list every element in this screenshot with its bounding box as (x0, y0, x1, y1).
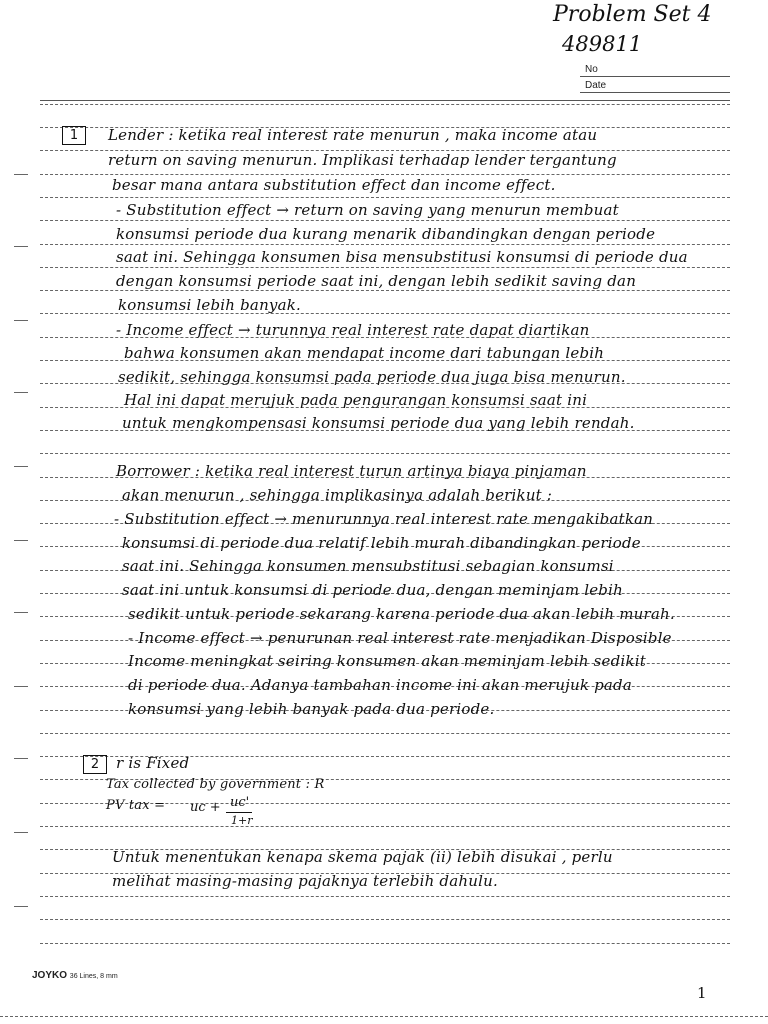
ruled-line (40, 267, 730, 268)
ruled-line (40, 733, 730, 734)
margin-tick (14, 612, 28, 613)
section-1-line: saat ini. Sehingga konsumen mensubstitusi sebagian konsumsi (122, 557, 614, 575)
pv-tax-numerator: uc' (230, 795, 250, 810)
section-1-line: Borrower : ketika real interest turun artinya biaya pinjaman (116, 462, 587, 480)
section-1-line: saat ini untuk konsumsi di periode dua, dengan meminjam lebih (122, 581, 623, 599)
section-1-line: - Substitution effect → menurunnya real interest rate mengakibatkan (114, 510, 654, 528)
section-1-line: saat ini. Sehingga konsumen bisa mensubstitusi konsumsi di periode dua (116, 248, 688, 266)
ruled-line (40, 943, 730, 944)
section-1-line: bahwa konsumen akan mendapat income dari tabungan lebih (124, 344, 605, 362)
footer-brand-line (32, 970, 118, 981)
margin-tick (14, 246, 28, 247)
student-id: 489811 (562, 32, 643, 56)
section-1-line: akan menurun , sehingga implikasinya adalah berikut : (122, 486, 553, 504)
page-number: 1 (697, 984, 707, 1002)
page-title: Problem Set 4 (553, 2, 712, 27)
ruled-line (40, 197, 730, 198)
margin-tick (14, 466, 28, 467)
page-spec: 36 Lines, 8 mm (69, 973, 118, 980)
no-label: No (585, 64, 598, 75)
pv-tax-lhs: PV tax = (106, 798, 166, 813)
ruled-line (40, 896, 730, 897)
top-rule-2 (40, 104, 730, 105)
margin-tick (14, 758, 28, 759)
section-1-line: untuk mengkompensasi konsumsi periode dua yang lebih rendah. (122, 414, 635, 432)
ruled-line (40, 290, 730, 291)
section-1-line: return on saving menurun. Implikasi terhadap lender tergantung (108, 151, 617, 169)
section-1-line: besar mana antara substitution effect dan income effect. (112, 176, 556, 194)
section-1-line: dengan konsumsi periode saat ini, dengan lebih sedikit saving dan (116, 272, 637, 290)
section-1-line: konsumsi lebih banyak. (118, 296, 302, 314)
margin-tick (14, 320, 28, 321)
date-label: Date (585, 80, 607, 91)
section-1-line: sedikit, sehingga konsumsi pada periode dua juga bisa menurun. (118, 368, 626, 386)
ruled-line (40, 826, 730, 827)
pv-tax-term1: uc + (190, 800, 221, 815)
section-1-line: - Income effect → penurunan real interest rate menjadikan Disposible (128, 629, 672, 647)
pv-tax-denominator: 1+r (231, 814, 253, 827)
ruled-line (40, 453, 730, 454)
section-1-line: konsumsi yang lebih banyak pada dua periode. (128, 700, 495, 718)
margin-tick (14, 174, 28, 175)
ruled-line (40, 919, 730, 920)
margin-tick (14, 906, 28, 907)
no-line (580, 76, 730, 77)
section-1-line: konsumsi di periode dua relatif lebih murah dibandingkan periode (122, 534, 641, 552)
tax-collected: Tax collected by government : R (106, 777, 325, 792)
section-2-line: Untuk menentukan kenapa skema pajak (ii) lebih disukai , perlu (112, 848, 613, 866)
brand-logo: JOYKO (32, 970, 68, 981)
section-1-number: 1 (62, 126, 86, 145)
section-1-line: Income meningkat seiring konsumen akan meminjam lebih sedikit (128, 652, 646, 670)
date-line (580, 92, 730, 93)
margin-tick (14, 832, 28, 833)
top-rule (40, 100, 730, 101)
ruled-line (40, 244, 730, 245)
bottom-rule (0, 1016, 768, 1017)
section-1-line: Hal ini dapat merujuk pada pengurangan konsumsi saat ini (124, 391, 588, 409)
section-2-line: melihat masing-masing pajaknya terlebih dahulu. (112, 872, 498, 890)
margin-tick (14, 540, 28, 541)
ruled-line (40, 174, 730, 175)
section-2-number: 2 (83, 755, 107, 774)
section-1-line: - Income effect → turunnya real interest rate dapat diartikan (116, 321, 590, 339)
margin-tick (14, 686, 28, 687)
section-1-line: di periode dua. Adanya tambahan income ini akan merujuk pada (128, 676, 633, 694)
section-1-line: Lender : ketika real interest rate menurun , maka income atau (108, 126, 598, 144)
section-1-line: konsumsi periode dua kurang menarik dibandingkan dengan periode (116, 225, 656, 243)
r-is-fixed: r is Fixed (116, 754, 190, 772)
ruled-line (40, 220, 730, 221)
fraction-bar (226, 812, 252, 813)
section-1-line: sedikit untuk periode sekarang karena periode dua akan lebih murah. (128, 605, 675, 623)
margin-tick (14, 392, 28, 393)
section-1-line: - Substitution effect → return on saving yang menurun membuat (116, 201, 619, 219)
